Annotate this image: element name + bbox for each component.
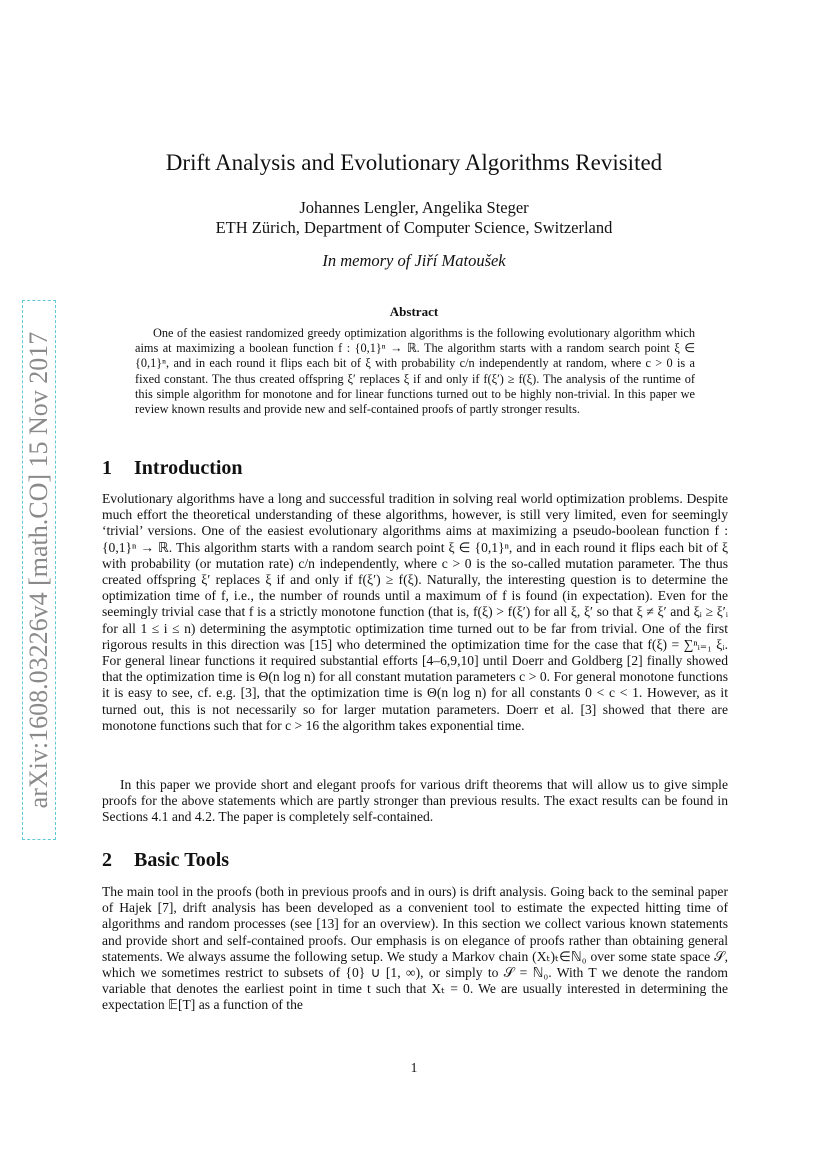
basic-tools-paragraph-1: The main tool in the proofs (both in previous proofs and in ours) is drift analysis. Going back to the seminal paper of Hajek [7], drift analysis has been developed as a convenient tool to estimate the expected hitting time of algorithms and random processes (see [13] for an overview). In this section we collect various known statements and provide short and self-contained proofs. Our emphasis is on elegance of proofs rather than obtaining general statements. We always assume the following setup. We study a Markov chain (Xₜ)ₜ∈ℕ₀ over some state space 𝒮, which we sometimes restrict to subsets of {0} ∪ [1, ∞), or simply to 𝒮 = ℕ₀. With T we denote the random variable that denotes the earliest point in time t such that Xₜ = 0. We are usually interested in determining the expectation 𝔼[T] as a function of the	[102, 884, 728, 1013]
section-heading-introduction	[102, 457, 243, 480]
section-number: 1	[102, 457, 112, 479]
abstract-heading: Abstract	[389, 304, 439, 319]
dedication: In memory of Jiří Matoušek	[322, 251, 506, 270]
authors: Johannes Lengler, Angelika Steger	[299, 198, 529, 217]
abstract-text: One of the easiest randomized greedy optimization algorithms is the following evolutionary algorithm which aims at maximizing a boolean function f : {0,1}ⁿ → ℝ. The algorithm starts with a random search point ξ ∈ {0,1}ⁿ, and in each round it flips each bit of ξ with probability c/n independently at random, where c > 0 is a fixed constant. The thus created offspring ξ′ replaces ξ if and only if f(ξ′) ≥ f(ξ). The analysis of the runtime of this simple algorithm for monotone and for linear functions turned out to be highly non-trivial. In this paper we review known results and provide new and self-contained proofs of partly stronger results.	[135, 326, 695, 417]
section-title: Basic Tools	[134, 849, 230, 871]
section-number: 2	[102, 849, 112, 871]
arxiv-stamp: arXiv:1608.03226v4 [math.CO] 15 Nov 2017	[24, 331, 53, 809]
introduction-paragraph-2: In this paper we provide short and elegant proofs for various drift theorems that will allow us to give simple proofs for the above statements which are partly stronger than previous results. The exact results can be found in Sections 4.1 and 4.2. The paper is completely self-contained.	[102, 777, 728, 825]
paper-title: Drift Analysis and Evolutionary Algorithms Revisited	[165, 150, 663, 175]
section-heading-basic-tools	[102, 849, 229, 872]
page-number: 1	[410, 1060, 418, 1075]
author-block	[0, 198, 828, 238]
affiliation: ETH Zürich, Department of Computer Science, Switzerland	[215, 218, 613, 237]
section-title: Introduction	[134, 457, 243, 479]
introduction-paragraph-1: Evolutionary algorithms have a long and successful tradition in solving real world optimization problems. Despite much effort the theoretical understanding of these algorithms, however, is still very limited, even for seemingly ‘trivial’ versions. One of the easiest evolutionary algorithms aims at maximizing a pseudo-boolean function f : {0,1}ⁿ → ℝ. This algorithm starts with a random search point ξ ∈ {0,1}ⁿ, and in each round it flips each bit of ξ with probability (or mutation rate) c/n independently, where c > 0 is the so-called mutation parameter. The thus created offspring ξ′ replaces ξ if and only if f(ξ′) ≥ f(ξ). Naturally, the interesting question is to determine the optimization time of f, i.e., the number of rounds until a maximum of f is found (in expectation). Even for the seemingly trivial case that f is a strictly monotone function (that is, f(ξ) > f(ξ′) for all ξ, ξ′ so that ξ ≠ ξ′ and ξᵢ ≥ ξ′ᵢ for all 1 ≤ i ≤ n) determining the asymptotic optimization time turned out to be far from trivial. One of the first rigorous results in this direction was [15] who determined the optimization time for the case that f(ξ) = ∑ⁿᵢ₌₁ ξᵢ. For general linear functions it required substantial efforts [4–6,9,10] until Doerr and Goldberg [2] finally showed that the optimization time is Θ(n log n) for all constant mutation parameters c > 0. For general monotone functions it is easy to see, cf. e.g. [3], that the optimization time is Θ(n log n) for all constants 0 < c < 1. However, as it turned out, this is not necessarily so for larger mutation parameters. Doerr et al. [3] showed that there are monotone functions such that for c > 16 the algorithm takes exponential time.	[102, 491, 728, 733]
